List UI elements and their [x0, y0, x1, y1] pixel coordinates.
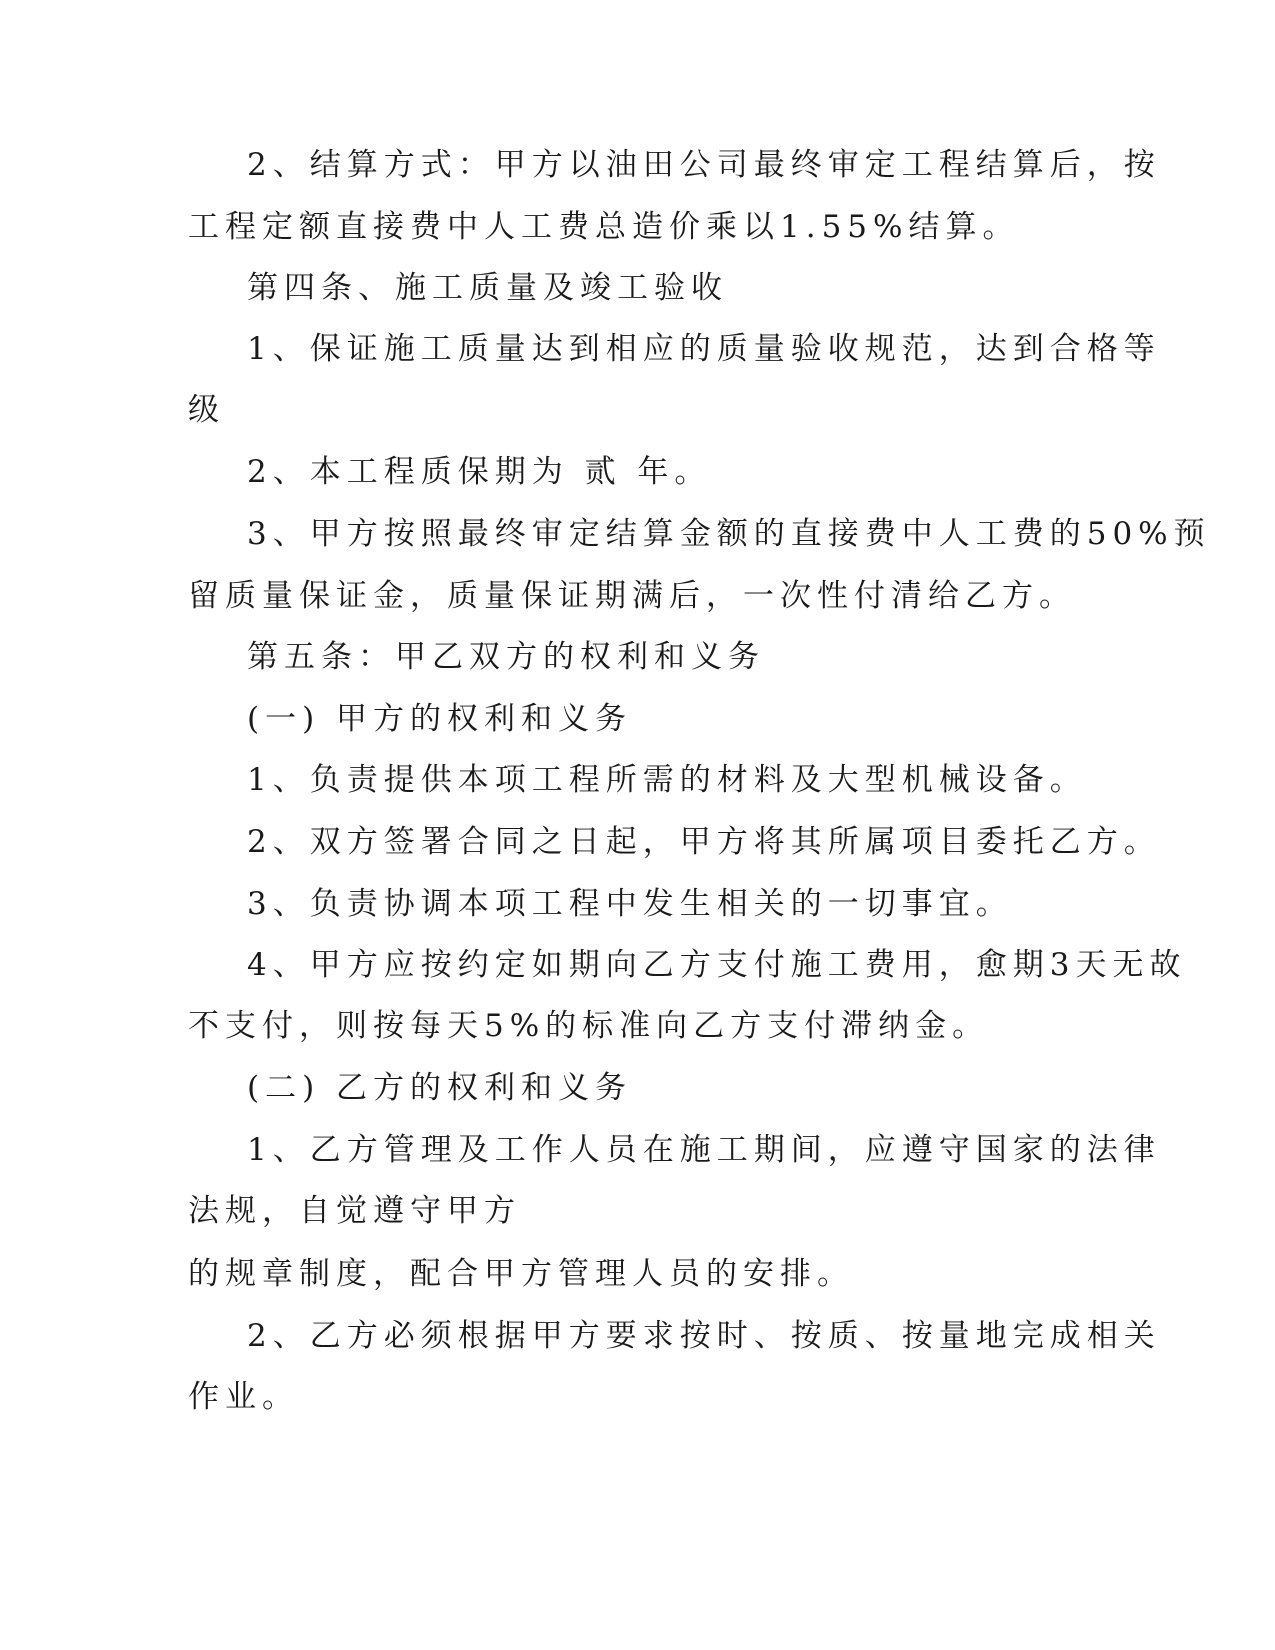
settlement-method-line-2: 工程定额直接费中人工费总造价乘以1.55%结算。 — [188, 209, 1020, 245]
settlement-method-line-1: 2、结算方式：甲方以油田公司最终审定工程结算后，按 — [247, 147, 1161, 183]
warranty-period-clause: 2、本工程质保期为 贰 年。 — [247, 454, 712, 490]
article-4-heading: 第四条、施工质量及竣工验收 — [247, 270, 728, 306]
party-a-duty-4-line-1: 4、甲方应按约定如期向乙方支付施工费用，愈期3天无故 — [247, 947, 1187, 983]
party-b-duty-1-line-1: 1、乙方管理及工作人员在施工期间，应遵守国家的法律 — [247, 1132, 1161, 1168]
party-b-subheading: (二) 乙方的权利和义务 — [247, 1070, 633, 1106]
party-a-duty-4-line-2: 不支付，则按每天5%的标准向乙方支付滞纳金。 — [188, 1008, 990, 1044]
article-5-heading: 第五条：甲乙双方的权利和义务 — [247, 639, 765, 675]
party-a-duty-1: 1、负责提供本项工程所需的材料及大型机械设备。 — [247, 762, 1087, 798]
quality-clause-1-line-2: 级 — [188, 392, 225, 428]
party-a-duty-2: 2、双方签署合同之日起，甲方将其所属项目委托乙方。 — [247, 824, 1161, 860]
party-b-duty-2-line-1: 2、乙方必须根据甲方要求按时、按质、按量地完成相关 — [247, 1318, 1161, 1354]
party-b-duty-2-line-2: 作业。 — [188, 1379, 299, 1415]
party-b-duty-1-line-3: 的规章制度，配合甲方管理人员的安排。 — [188, 1256, 854, 1292]
party-a-subheading: (一) 甲方的权利和义务 — [247, 701, 633, 737]
retention-clause-line-2: 留质量保证金，质量保证期满后，一次性付清给乙方。 — [188, 578, 1076, 614]
party-a-duty-3: 3、负责协调本项工程中发生相关的一切事宜。 — [247, 886, 1013, 922]
party-b-duty-1-line-2: 法规，自觉遵守甲方 — [188, 1193, 521, 1229]
retention-clause-line-1: 3、甲方按照最终审定结算金额的直接费中人工费的50%预 — [247, 516, 1211, 552]
quality-clause-1-line-1: 1、保证施工质量达到相应的质量验收规范，达到合格等 — [247, 331, 1161, 367]
